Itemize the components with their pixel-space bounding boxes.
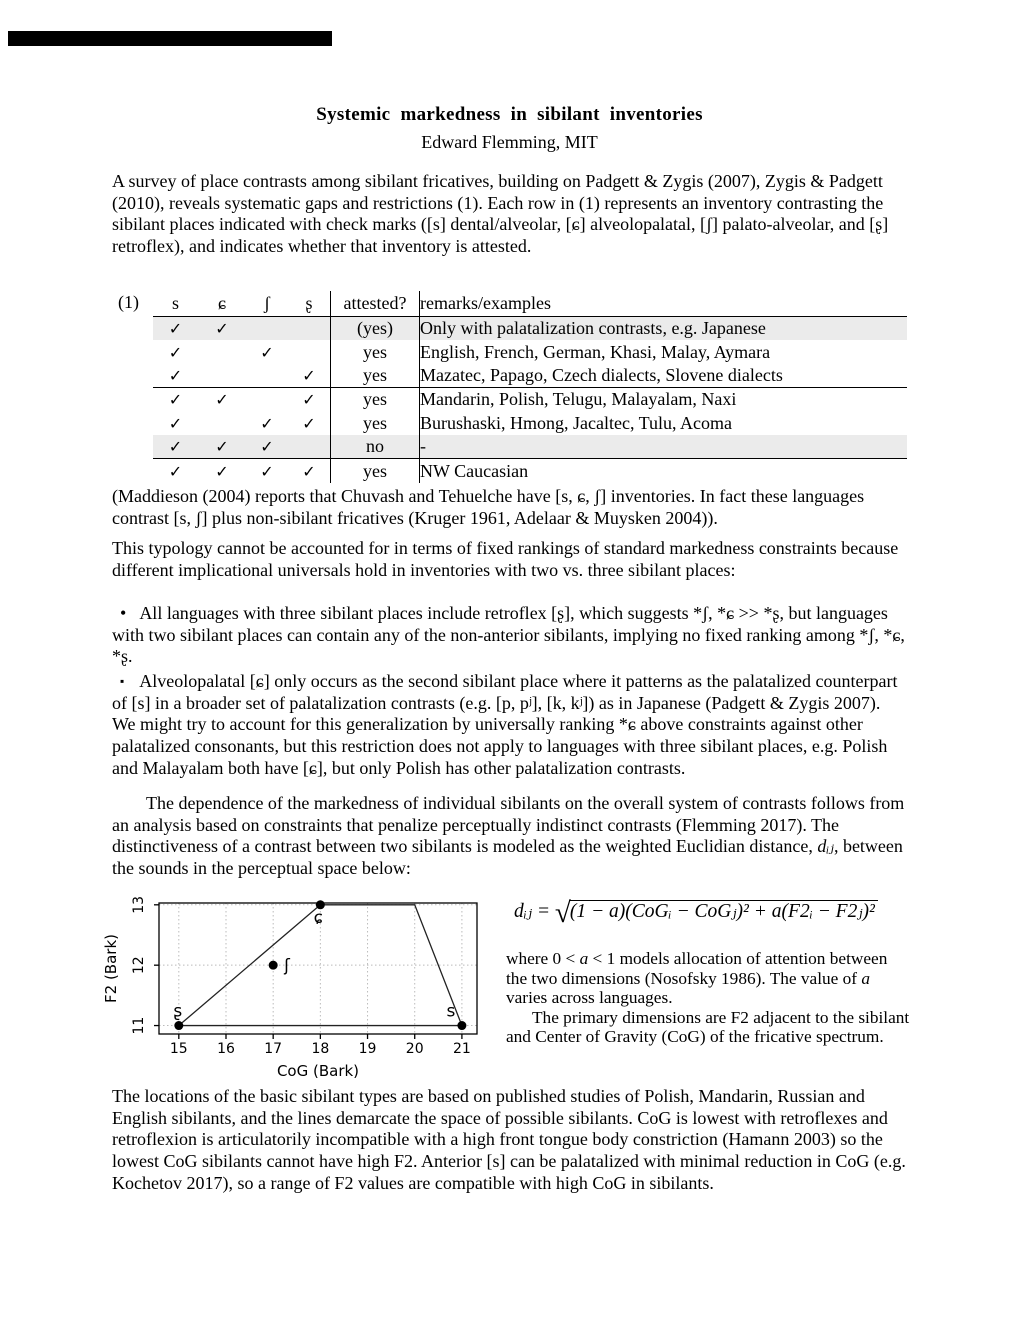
bullet-text: Alveolopalatal [ɕ] only occurs as the second sibilant place where it patterns as the palatalized counterpart of [s] in a broader set of palatalization contrasts (e.g. [p, pʲ], [k, kʲ]) as in Japanese (Padgett & Zygis 2007). We might try to account for this generalization by universally ranking *ɕ above constraints against other palatalized consonants, but this restriction does not apply to languages with three sibilant places, e.g. Polish and Malayalam both have [ɕ], but only Polish has other palatalization contrasts. [112, 671, 898, 778]
check-cell [288, 317, 331, 341]
column-header-c: ɕ [198, 291, 246, 317]
check-cell: ✓ [153, 317, 198, 341]
square-bullet-icon: ▪ [120, 674, 125, 688]
text-segment: , between the sounds in the perceptual space below: [112, 836, 903, 879]
check-cell: ✓ [302, 390, 316, 410]
column-header-sr: ʂ [288, 291, 331, 317]
remarks-cell: Only with palatalization contrasts, e.g. Japanese [420, 317, 908, 341]
paragraph-text: A survey of place contrasts among sibilant fricatives, building on Padgett & Zygis (2007), Zygis & Padgett (2010), reveals systematic gaps and restrictions (1). Each row in (1) represents an inventory contrasting the sibilant places indicated with check marks ([s] dental/alveolar, [ɕ] alveolopalatal, [ʃ] palato-alveolar, and [ʂ] retroflex), and indicates whether that inventory is attested. [112, 171, 889, 257]
check-cell: ✓ [168, 390, 183, 410]
svg-text:16: 16 [217, 1041, 235, 1057]
svg-text:19: 19 [358, 1041, 377, 1057]
attention-parameter: a [861, 968, 870, 988]
check-cell [288, 435, 331, 459]
svg-text:12: 12 [131, 956, 147, 975]
chart-canvas [100, 888, 490, 1093]
paragraph-text [112, 671, 907, 780]
check-cell: ✓ [153, 364, 198, 388]
table-row [153, 435, 907, 459]
remarks-cell: - [420, 435, 908, 459]
paragraph-text [112, 603, 907, 668]
check-cell: ✓ [168, 461, 183, 481]
attested-cell: (yes) [331, 317, 420, 341]
table-row [153, 317, 907, 341]
svg-text:CoG (Bark): CoG (Bark) [276, 1062, 360, 1080]
table-row [153, 364, 907, 388]
paragraph-text: The primary dimensions are F2 adjacent to the sibilant and Center of Gravity (CoG) of the fricative spectrum. [506, 1007, 910, 1047]
check-cell: ✓ [153, 435, 198, 459]
bullet-icon: • [120, 603, 127, 623]
check-cell: ✓ [260, 342, 274, 362]
paragraph-text: The locations of the basic sibilant types are based on published studies of Polish, Mandarin, Russian and English sibilants, and the lines demarcate the space of possible sibilants. CoG is lowest with retroflexes and retroflexion is articulatorily incompatible with a high front tongue body constriction (Hamann 2003) so the lowest CoG sibilants cannot have high F2. Anterior [s] can be palatalized with minimal reduction in CoG (e.g. Kochetov 2017), so a range of F2 values are compatible with high CoG in sibilants. [112, 1086, 906, 1193]
attested-cell: yes [331, 459, 420, 483]
check-cell [198, 364, 246, 388]
svg-text:ɕ: ɕ [313, 907, 324, 928]
check-cell: ✓ [246, 435, 288, 459]
check-cell [198, 412, 246, 435]
table-header-row [153, 291, 907, 317]
formula-lhs: dᵢⱼ = [514, 901, 555, 922]
svg-text:17: 17 [264, 1041, 283, 1057]
svg-text:15: 15 [169, 1041, 188, 1057]
attention-parameter: a [579, 949, 589, 968]
inventory-table [153, 291, 907, 483]
paragraph-text [112, 793, 907, 880]
check-cell: ✓ [302, 461, 316, 481]
text-segment: varies across languages. [506, 988, 673, 1008]
top-black-bar [8, 31, 332, 46]
check-cell [246, 317, 288, 341]
distance-symbol: dᵢⱼ [817, 836, 834, 857]
bullet-text: All languages with three sibilant places include retroflex [ʂ], which suggests *ʃ, *ɕ >> *ʂ, but languages with two sibilant places can contain any of the non-anterior sibilants, implying no fixed ranking among *ʃ, *ɕ, *ʂ. [112, 603, 905, 667]
check-cell: ✓ [260, 461, 274, 481]
attested-cell: yes [331, 364, 420, 388]
bullet-item-alveolopalatal [112, 671, 907, 780]
attested-cell: yes [331, 388, 420, 412]
svg-text:13: 13 [131, 895, 147, 914]
attested-cell: no [331, 435, 420, 459]
check-cell: ✓ [168, 342, 183, 362]
column-header-remarks: remarks/examples [420, 291, 908, 317]
check-cell: ✓ [215, 461, 229, 481]
remarks-cell: Mandarin, Polish, Telugu, Malayalam, Naxi [420, 388, 908, 412]
formula-explanation [506, 949, 910, 1047]
text-segment: < 1 models allocation of attention between the two dimensions (Nosofsky 1986). The value of [506, 949, 888, 988]
svg-text:F2 (Bark): F2 (Bark) [102, 934, 120, 1003]
text-segment: The dependence of the markedness of individual sibilants on the overall system of contrasts follows from an analysis based on constraints that penalize perceptually indistinct contrasts (Flemming 2017). The distinctiveness of a contrast between two sibilants is modeled as the weighted Euclidian distance, [112, 793, 905, 857]
dependence-paragraph [112, 793, 907, 880]
remarks-cell: English, French, German, Khasi, Malay, Aymara [420, 340, 908, 363]
svg-text:18: 18 [311, 1041, 330, 1057]
check-cell [198, 340, 246, 363]
maddieson-paragraph [112, 486, 907, 529]
check-cell [246, 364, 288, 388]
typology-paragraph [112, 538, 907, 581]
column-header-attested: attested? [331, 291, 420, 317]
intro-paragraph [112, 171, 907, 258]
table-row [153, 412, 907, 435]
bullet-item-ranking [112, 603, 907, 668]
check-cell [288, 340, 331, 363]
title-text: Systemic markedness in sibilant inventories [316, 104, 703, 125]
svg-text:ʂ: ʂ [173, 1001, 183, 1022]
check-cell: ✓ [198, 317, 246, 341]
formula-radicand: (1 − a)(CoGᵢ − CoGⱼ)² + a(F2ᵢ − F2ⱼ)² [569, 900, 878, 922]
check-cell: ✓ [198, 435, 246, 459]
table-row [153, 459, 907, 483]
remarks-cell: Mazatec, Papago, Czech dialects, Slovene dialects [420, 364, 908, 388]
table-row [153, 388, 907, 412]
final-paragraph [112, 1086, 907, 1195]
remarks-cell: NW Caucasian [420, 459, 908, 483]
svg-text:21: 21 [452, 1041, 471, 1057]
svg-text:20: 20 [405, 1041, 424, 1057]
remarks-cell: Burushaski, Hmong, Jacaltec, Tulu, Acoma [420, 412, 908, 435]
check-cell: ✓ [302, 413, 316, 433]
radical-sign: √ [554, 897, 569, 929]
paragraph-text [506, 949, 910, 1008]
example-number: (1) [118, 292, 139, 312]
check-cell: ✓ [260, 413, 274, 433]
column-header-sh: ʃ [246, 291, 288, 317]
page-title [112, 104, 907, 126]
check-cell [246, 388, 288, 412]
svg-text:11: 11 [131, 1016, 147, 1035]
check-cell: ✓ [288, 364, 331, 388]
check-cell: ✓ [215, 390, 229, 410]
paragraph-text: This typology cannot be accounted for in terms of fixed rankings of standard markedness constraints because different implicational universals hold in inventories with two vs. three sibilant places: [112, 538, 899, 580]
column-header-s: s [153, 291, 198, 317]
table-row [153, 340, 907, 363]
distance-formula [514, 897, 878, 930]
svg-text:ʃ: ʃ [284, 956, 290, 977]
svg-text:s: s [446, 1001, 456, 1022]
sibilant-space-chart [100, 888, 490, 1093]
author-text: Edward Flemming, MIT [421, 132, 598, 152]
check-cell: ✓ [168, 413, 183, 433]
text-segment: where 0 < [506, 949, 580, 968]
paragraph-text: (Maddieson (2004) reports that Chuvash and Tehuelche have [s, ɕ, ʃ] inventories. In fact these languages contrast [s, ʃ] plus non-sibilant fricatives (Kruger 1961, Adelaar & Muysken 2004)). [112, 486, 865, 528]
attested-cell: yes [331, 412, 420, 435]
attested-cell: yes [331, 340, 420, 363]
author-line [112, 132, 907, 153]
